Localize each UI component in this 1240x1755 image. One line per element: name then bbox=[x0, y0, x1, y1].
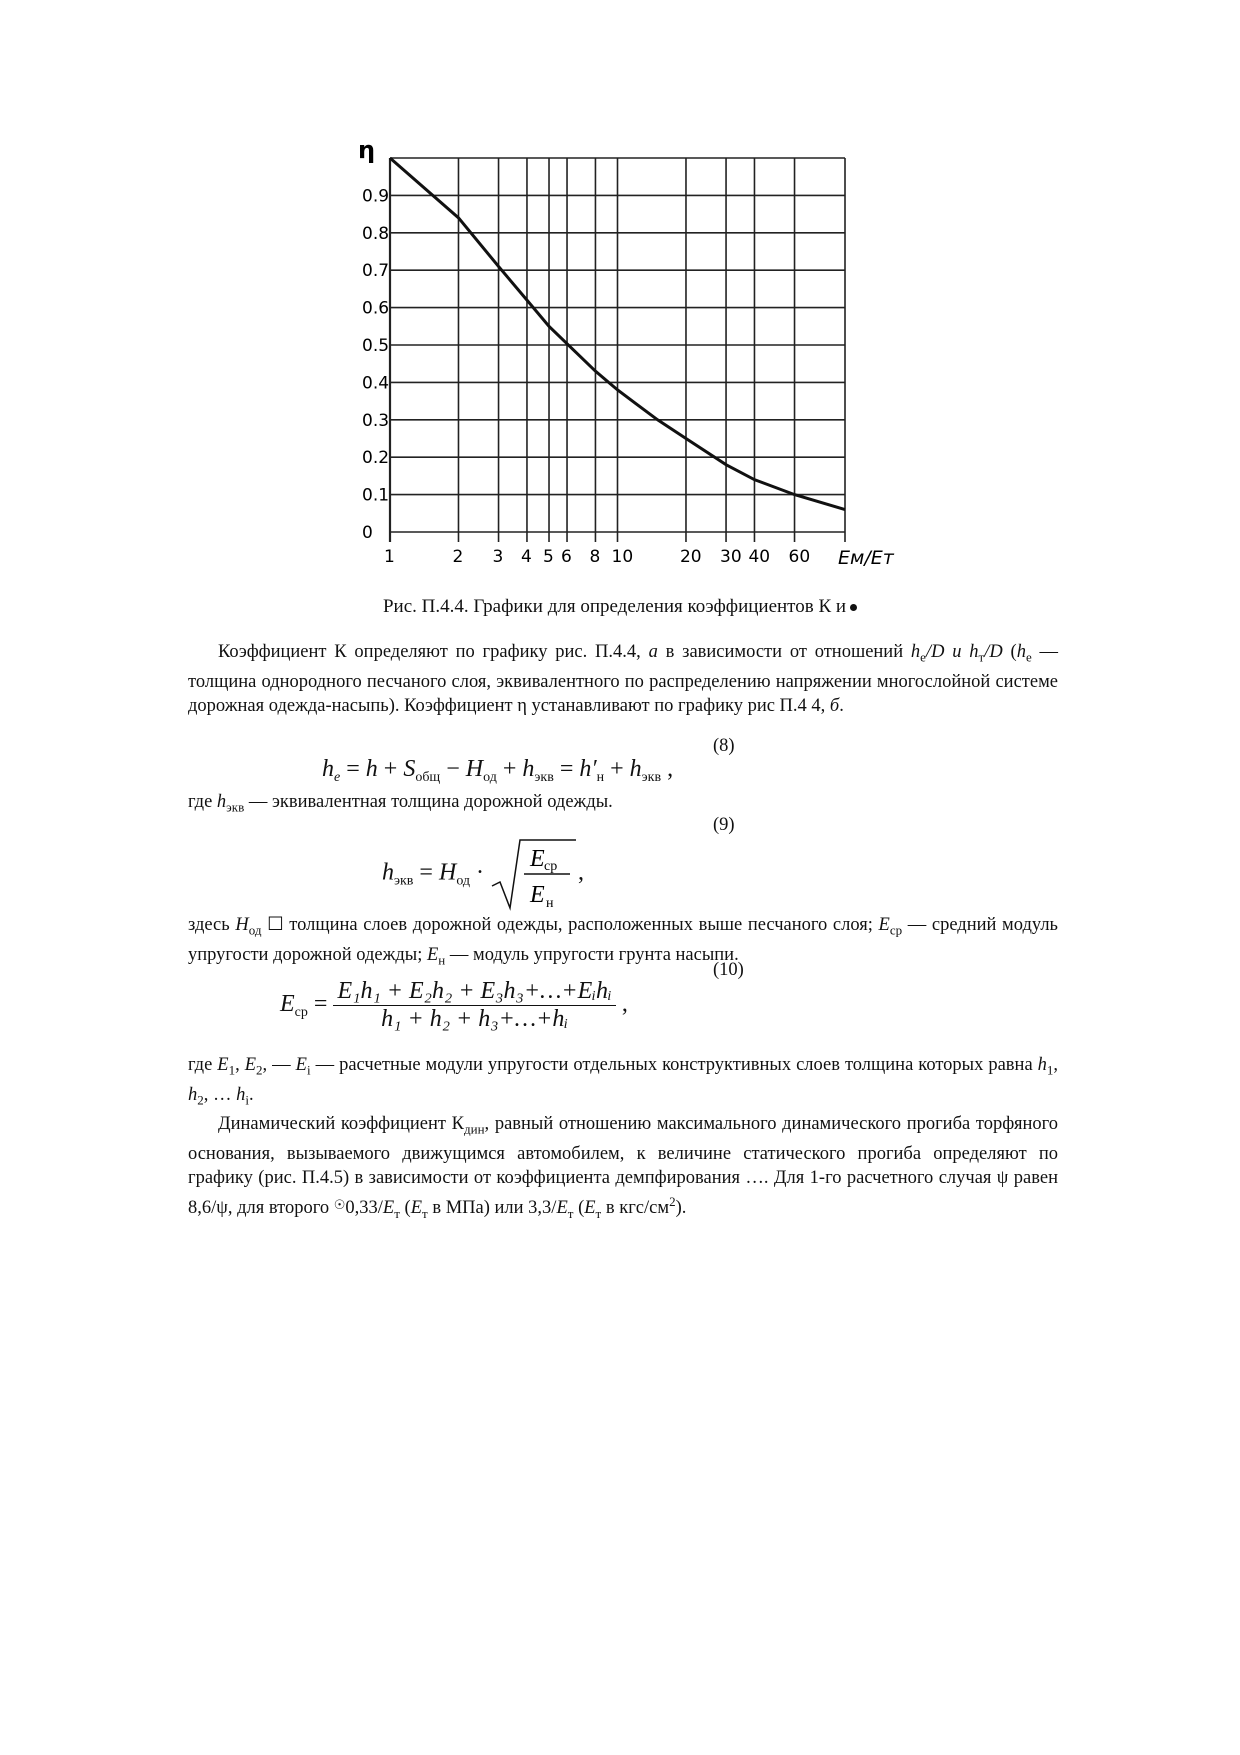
equation-9-number: (9) bbox=[713, 815, 735, 835]
x-tick-label: 6 bbox=[561, 547, 572, 567]
after10-hi: h bbox=[236, 1084, 246, 1105]
after10-g: . bbox=[249, 1084, 254, 1105]
eq9-square-root bbox=[490, 836, 578, 912]
x-tick-label: 1 bbox=[384, 547, 395, 567]
para2-E4-sub: т bbox=[595, 1205, 602, 1221]
y-tick-label: 0.7 bbox=[362, 261, 390, 282]
eq8-hekv2: h bbox=[629, 756, 642, 782]
eq8-H-sub: од bbox=[483, 770, 497, 785]
y-tick-label: 0.3 bbox=[362, 410, 390, 431]
para2-E2: E bbox=[410, 1198, 423, 1219]
eq9-H: H bbox=[438, 859, 457, 886]
x-tick-label: 4 bbox=[520, 547, 532, 567]
after10-E1-sub: 1 bbox=[228, 1062, 236, 1078]
eq8-s-sub: общ bbox=[415, 770, 441, 785]
x-tick-label: 3 bbox=[492, 547, 504, 567]
para2-E2-sub: т bbox=[422, 1205, 428, 1221]
eq8-minus: − bbox=[440, 756, 466, 782]
para2-a: Динамический коэффициент К bbox=[218, 1114, 464, 1135]
after10-e: , bbox=[1053, 1055, 1059, 1075]
y-tick-label: 0.8 bbox=[362, 223, 390, 244]
eq8-hekv-sub: экв bbox=[534, 770, 554, 785]
eq8-equals2: = bbox=[553, 756, 580, 782]
eq8-h: h bbox=[365, 756, 378, 782]
x-tick-label: 60 bbox=[788, 547, 811, 567]
eq9-comma: , bbox=[578, 859, 585, 886]
para2-E1-sub: т bbox=[394, 1205, 400, 1221]
after9-E1-sub: ср bbox=[889, 922, 903, 938]
bullet-symbol-icon bbox=[850, 604, 857, 611]
eta-chart-svg bbox=[340, 140, 900, 580]
para1-he-sub: e bbox=[920, 649, 926, 665]
para2-f: ( bbox=[573, 1198, 585, 1219]
y-tick-label: 0 bbox=[362, 523, 373, 543]
para1-hn-sub: т bbox=[978, 649, 985, 665]
eq8-comma: , bbox=[661, 756, 674, 782]
para1-c-h: h bbox=[1016, 642, 1026, 662]
para1-text-b: в зависимости от отношений bbox=[657, 642, 911, 662]
y-tick-label: 0.6 bbox=[362, 298, 390, 319]
after8-h: h bbox=[216, 792, 227, 812]
eq8-equals: = bbox=[340, 756, 366, 782]
after10-Ei-sub: i bbox=[306, 1062, 311, 1078]
after10-d: — расчетные модули упругости отдельных конструктивных слоев толщина которых равна bbox=[310, 1055, 1038, 1075]
x-tick-label: 40 bbox=[748, 547, 771, 567]
eq8-hekv: h bbox=[522, 756, 535, 782]
after10-h1-sub: 1 bbox=[1046, 1062, 1054, 1078]
para2-c: 0,33/ bbox=[345, 1198, 383, 1219]
para1-slash1: /D и bbox=[925, 642, 970, 662]
after10-h1: h bbox=[1037, 1055, 1047, 1075]
after9-H-sub: од bbox=[248, 922, 262, 938]
y-tick-label: 0.2 bbox=[362, 448, 390, 469]
para1-text-d-italic: б bbox=[829, 695, 840, 716]
eq9-equals: = bbox=[413, 859, 439, 886]
eq8-plus1: + bbox=[377, 756, 404, 782]
x-tick-label: 30 bbox=[720, 547, 742, 567]
x-tick-label: 20 bbox=[679, 547, 702, 567]
after9-c: — средний модуль упругости дорожной одежды; bbox=[188, 915, 1058, 965]
after10-f: , … bbox=[203, 1084, 237, 1105]
after10-h2: h bbox=[188, 1084, 198, 1105]
after10-hi-sub: i bbox=[245, 1092, 249, 1108]
para2-sub: дин bbox=[464, 1122, 485, 1138]
x-axis-label: Eм/Eт bbox=[838, 547, 894, 569]
eq9-en: E bbox=[530, 882, 545, 908]
eq8-plus2: + bbox=[496, 756, 523, 782]
equation-8-number: (8) bbox=[713, 736, 735, 756]
equation-8 bbox=[322, 756, 673, 786]
paragraph-after-eq10 bbox=[188, 1053, 1058, 1226]
eq9-en-sub: н bbox=[546, 896, 554, 911]
para1-slash2: /D bbox=[984, 642, 1003, 662]
after10-b: , bbox=[235, 1055, 245, 1075]
para2-E1: E bbox=[382, 1198, 395, 1219]
after10-c: , — bbox=[262, 1055, 296, 1075]
unknown-symbol-icon: ☉ bbox=[333, 1197, 346, 1213]
para2-E4: E bbox=[584, 1198, 596, 1219]
eq8-H: H bbox=[465, 756, 484, 782]
after8-b: — эквивалентная толщина дорожной одежды. bbox=[244, 792, 613, 812]
eq8-hn-prime: h′ bbox=[579, 756, 597, 782]
eq8-plus3: + bbox=[604, 756, 630, 782]
paragraph-after-eq8 bbox=[188, 790, 1058, 820]
after10-h2-sub: 2 bbox=[197, 1092, 204, 1108]
eq8-hekv2-sub: экв bbox=[641, 770, 662, 785]
after9-E1: E bbox=[878, 915, 890, 935]
y-axis-label: η bbox=[358, 140, 376, 164]
after10-Ei: E bbox=[295, 1055, 307, 1075]
eq10-numerator: E₁h₁ + E₂h₂ + E₃h₃+…+Eᵢhᵢ bbox=[333, 978, 615, 1006]
y-tick-label: 0.9 bbox=[362, 186, 390, 207]
eq9-h: h bbox=[382, 859, 394, 886]
x-tick-label: 8 bbox=[589, 547, 601, 567]
y-tick-label: 0.1 bbox=[362, 485, 390, 506]
para1-text-a-italic: а bbox=[648, 642, 658, 662]
eq9-H-sub: од bbox=[456, 873, 471, 889]
after10-E2-sub: 2 bbox=[256, 1062, 263, 1078]
para2-b: , равный отношению максимального динамического прогиба торфяного основания, вызываемого движущимся автомобилем, к величине статического прогиба определяют по графику (рис. П.4.5) в зависимости от коэффициента демпфирования …. Для 1-го расчетного случая ψ равен 8,6/ψ, для второго bbox=[188, 1114, 1058, 1219]
eq9-h-sub: экв bbox=[394, 873, 414, 889]
para1-he: h bbox=[910, 642, 921, 662]
after9-H: H bbox=[235, 915, 249, 935]
eq10-comma: , bbox=[615, 991, 628, 1018]
para1-hn: h bbox=[969, 642, 979, 662]
y-tick-label: 0.4 bbox=[362, 373, 390, 394]
after8-a: где bbox=[188, 792, 217, 812]
eq10-E-sub: ср bbox=[294, 1005, 308, 1021]
para1-c-sub: e bbox=[1025, 649, 1032, 665]
after9-E2: E bbox=[426, 944, 439, 965]
equation-9 bbox=[382, 836, 584, 912]
eq10-E: E bbox=[280, 991, 295, 1018]
after8-sub: экв bbox=[226, 799, 245, 815]
para2-d: ( bbox=[399, 1198, 411, 1219]
sqrt-sign-icon bbox=[490, 836, 578, 912]
eq9-ecp: E bbox=[530, 846, 545, 872]
eq9-ecp-sub: ср bbox=[544, 859, 558, 874]
eta-chart-figure bbox=[340, 140, 900, 580]
after9-a: здесь bbox=[188, 915, 236, 935]
after10-a: где bbox=[188, 1055, 218, 1075]
eq8-s: S bbox=[403, 756, 416, 782]
after10-E2: E bbox=[244, 1055, 257, 1075]
para1-text-e: . bbox=[839, 695, 844, 716]
eq10-denominator: h₁ + h₂ + h₃+…+hᵢ bbox=[381, 1006, 569, 1032]
para2-e: в МПа) или 3,3/ bbox=[427, 1198, 557, 1219]
eq10-fraction bbox=[333, 978, 615, 1033]
equation-10-number: (10) bbox=[713, 960, 744, 980]
after10-E1: E bbox=[217, 1055, 229, 1075]
para1-text-c: ( bbox=[1010, 642, 1017, 662]
x-tick-label: 10 bbox=[611, 547, 634, 567]
para1-text-a: Коэффициент К определяют по графику рис. П.4.4, bbox=[218, 642, 649, 662]
eq8-he-sub: e bbox=[334, 770, 341, 785]
equation-10 bbox=[280, 978, 628, 1033]
eq8-hn-sub: н bbox=[596, 770, 605, 785]
para2-h: ). bbox=[675, 1198, 687, 1219]
after9-d: — модуль упругости грунта насыпи. bbox=[445, 944, 739, 965]
paragraph-k-coefficient bbox=[188, 640, 1058, 718]
x-tick-label: 5 bbox=[543, 547, 554, 567]
eq9-dot: · bbox=[470, 859, 491, 886]
eq10-equals: = bbox=[307, 991, 334, 1018]
paragraph-after-eq9 bbox=[188, 913, 1058, 972]
para2-g: в кгс/см bbox=[601, 1198, 670, 1219]
para2-sup: 2 bbox=[669, 1194, 676, 1210]
para1-text-d: — толщина однородного песчаного слоя, эквивалентного по распределению напряжении многослойной системе дорожная одежда-насыпь). Коэффициент η устанавливают по графику рис П.4 4, bbox=[188, 642, 1059, 716]
para2-E3-sub: т bbox=[567, 1205, 574, 1221]
figure-caption bbox=[0, 596, 1240, 618]
y-tick-label: 0.5 bbox=[362, 336, 390, 356]
after9-b: ☐ толщина слоев дорожной одежды, расположенных выше песчаного слоя; bbox=[261, 915, 879, 935]
after9-E2-sub: н bbox=[438, 952, 446, 968]
eq8-he: h bbox=[322, 756, 334, 782]
para2-E3: E bbox=[556, 1198, 568, 1219]
x-tick-label: 2 bbox=[452, 547, 464, 567]
figure-caption-text: Рис. П.4.4. Графики для определения коэффициентов К и bbox=[382, 596, 847, 617]
